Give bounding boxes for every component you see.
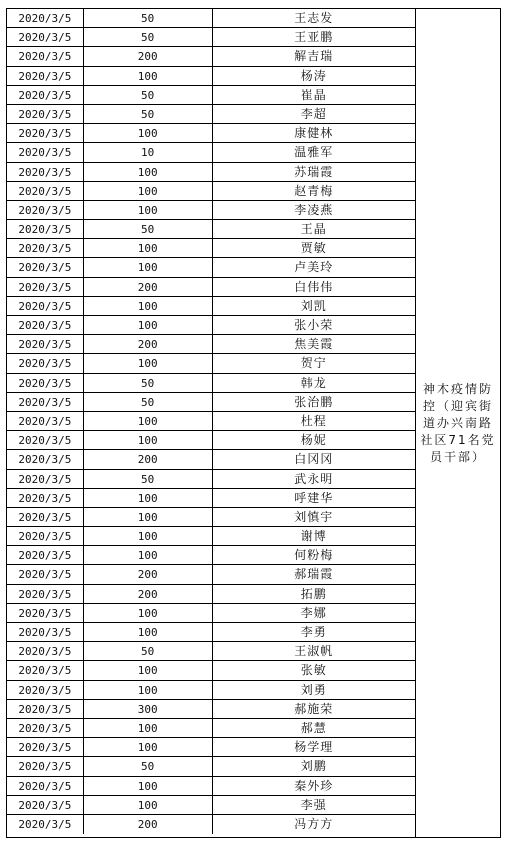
name-cell: 张小荣	[294, 318, 334, 332]
name-cell: 王志发	[294, 11, 334, 25]
name-cell: 赵青梅	[294, 183, 334, 198]
date-cell: 2020/3/5	[7, 220, 84, 238]
name-cell: 秦外珍	[294, 778, 334, 793]
merged-note-cell	[415, 9, 500, 837]
date-cell: 2020/3/5	[7, 182, 84, 200]
name-cell: 韩龙	[300, 375, 327, 390]
name-cell: 杜程	[300, 413, 327, 428]
table-row	[7, 220, 415, 239]
name-cell: 杨妮	[300, 433, 327, 448]
amount-cell: 200	[84, 815, 213, 834]
table-row	[7, 354, 415, 373]
date-cell: 2020/3/5	[7, 527, 84, 545]
date-cell: 2020/3/5	[7, 489, 84, 507]
name-cell: 郝施荣	[294, 701, 334, 716]
table-row	[7, 47, 415, 66]
amount-cell: 50	[84, 470, 213, 488]
table-row	[7, 335, 415, 354]
date-cell: 2020/3/5	[7, 565, 84, 583]
amount-cell: 100	[84, 67, 213, 85]
amount-cell: 100	[84, 661, 213, 679]
name-cell: 刘鹏	[300, 759, 327, 774]
amount-cell: 50	[84, 757, 213, 775]
table-row	[7, 67, 415, 86]
date-cell: 2020/3/5	[7, 354, 84, 372]
name-cell: 刘慎宇	[294, 509, 334, 524]
merged-note-text: 神木疫情防控（迎宾街道办兴南路社区71名党员干部）	[420, 381, 496, 464]
name-cell: 张敏	[300, 663, 327, 678]
table-row	[7, 412, 415, 431]
date-cell: 2020/3/5	[7, 777, 84, 795]
table-row	[7, 796, 415, 815]
date-cell: 2020/3/5	[7, 604, 84, 622]
amount-cell: 100	[84, 239, 213, 257]
table-rows	[7, 9, 415, 834]
date-cell: 2020/3/5	[7, 450, 84, 468]
name-cell: 贾敏	[300, 241, 327, 256]
name-cell: 冯方方	[294, 816, 334, 831]
name-cell: 焦美霞	[294, 337, 334, 352]
name-cell: 杨涛	[300, 68, 327, 83]
date-cell: 2020/3/5	[7, 796, 84, 814]
name-cell: 李凌燕	[294, 202, 334, 217]
name-cell: 贺宁	[300, 356, 327, 371]
amount-cell: 100	[84, 297, 213, 315]
amount-cell: 100	[84, 738, 213, 756]
date-cell: 2020/3/5	[7, 278, 84, 296]
table-row	[7, 661, 415, 680]
table-row	[7, 316, 415, 335]
amount-cell: 200	[84, 47, 213, 65]
date-cell: 2020/3/5	[7, 642, 84, 660]
name-cell: 拓鹏	[300, 586, 327, 601]
table-row	[7, 393, 415, 412]
amount-cell: 100	[84, 508, 213, 526]
table-row	[7, 278, 415, 297]
amount-cell: 50	[84, 9, 213, 27]
amount-cell: 50	[84, 374, 213, 392]
table-row	[7, 9, 415, 28]
date-cell: 2020/3/5	[7, 143, 84, 161]
name-cell: 康健林	[294, 126, 334, 141]
table-row	[7, 105, 415, 124]
table-row	[7, 623, 415, 642]
date-cell: 2020/3/5	[7, 201, 84, 219]
name-cell: 郝慧	[300, 720, 327, 735]
name-cell: 卢美玲	[294, 260, 334, 275]
table-row	[7, 28, 415, 47]
table-row	[7, 700, 415, 719]
table-row	[7, 431, 415, 450]
name-cell: 张治鹏	[294, 394, 334, 409]
amount-cell: 100	[84, 796, 213, 814]
table-row	[7, 143, 415, 162]
date-cell: 2020/3/5	[7, 681, 84, 699]
date-cell: 2020/3/5	[7, 239, 84, 257]
date-cell: 2020/3/5	[7, 47, 84, 65]
amount-cell: 50	[84, 86, 213, 104]
date-cell: 2020/3/5	[7, 738, 84, 756]
name-cell: 武永明	[294, 471, 334, 486]
name-cell: 王亚鹏	[294, 30, 334, 45]
amount-cell: 200	[84, 335, 213, 353]
amount-cell: 10	[84, 143, 213, 161]
amount-cell: 100	[84, 316, 213, 334]
donation-table	[6, 8, 501, 838]
amount-cell: 100	[84, 777, 213, 795]
amount-cell: 100	[84, 258, 213, 276]
amount-cell: 100	[84, 124, 213, 142]
table-row	[7, 719, 415, 738]
table-row	[7, 124, 415, 143]
table-row	[7, 201, 415, 220]
amount-cell: 50	[84, 393, 213, 411]
table-row	[7, 757, 415, 776]
name-cell: 王晶	[300, 222, 327, 237]
amount-cell: 200	[84, 585, 213, 603]
amount-cell: 100	[84, 412, 213, 430]
name-cell: 李超	[300, 106, 327, 121]
amount-cell: 100	[84, 489, 213, 507]
date-cell: 2020/3/5	[7, 28, 84, 46]
name-cell: 呼建华	[294, 490, 334, 505]
name-cell: 李强	[300, 797, 327, 812]
table-row	[7, 258, 415, 277]
amount-cell: 50	[84, 642, 213, 660]
date-cell: 2020/3/5	[7, 719, 84, 737]
name-cell: 杨学理	[294, 740, 334, 755]
table-row	[7, 585, 415, 604]
name-cell: 温雅军	[294, 145, 334, 160]
amount-cell: 100	[84, 354, 213, 372]
amount-cell: 50	[84, 220, 213, 238]
table-row	[7, 815, 415, 834]
name-cell: 刘勇	[300, 682, 327, 697]
date-cell: 2020/3/5	[7, 86, 84, 104]
date-cell: 2020/3/5	[7, 412, 84, 430]
name-cell: 白伟伟	[294, 279, 334, 294]
amount-cell: 200	[84, 565, 213, 583]
amount-cell: 50	[84, 28, 213, 46]
table-row	[7, 508, 415, 527]
date-cell: 2020/3/5	[7, 374, 84, 392]
name-cell: 李娜	[300, 605, 327, 620]
name-cell: 白冈冈	[294, 452, 334, 467]
name-cell: 解吉瑞	[294, 49, 334, 64]
name-cell: 崔晶	[300, 87, 327, 102]
date-cell: 2020/3/5	[7, 124, 84, 142]
amount-cell: 100	[84, 182, 213, 200]
amount-cell: 100	[84, 546, 213, 564]
table-row	[7, 450, 415, 469]
table-row	[7, 681, 415, 700]
date-cell: 2020/3/5	[7, 661, 84, 679]
name-cell: 郝瑞霞	[294, 567, 334, 582]
name-cell: 刘凯	[300, 298, 327, 313]
date-cell: 2020/3/5	[7, 431, 84, 449]
name-cell: 何粉梅	[294, 548, 334, 563]
date-cell: 2020/3/5	[7, 393, 84, 411]
date-cell: 2020/3/5	[7, 546, 84, 564]
table-row	[7, 642, 415, 661]
amount-cell: 200	[84, 450, 213, 468]
amount-cell: 100	[84, 163, 213, 181]
amount-cell: 300	[84, 700, 213, 718]
date-cell: 2020/3/5	[7, 585, 84, 603]
name-cell: 王淑帆	[294, 644, 334, 659]
table-row	[7, 738, 415, 757]
table-row	[7, 604, 415, 623]
table-row	[7, 182, 415, 201]
date-cell: 2020/3/5	[7, 163, 84, 181]
date-cell: 2020/3/5	[7, 757, 84, 775]
table-row	[7, 374, 415, 393]
name-cell: 谢博	[300, 529, 327, 544]
amount-cell: 100	[84, 431, 213, 449]
name-cell: 李勇	[300, 625, 327, 639]
date-cell: 2020/3/5	[7, 9, 84, 27]
table-row	[7, 527, 415, 546]
date-cell: 2020/3/5	[7, 470, 84, 488]
amount-cell: 100	[84, 201, 213, 219]
date-cell: 2020/3/5	[7, 623, 84, 641]
table-row	[7, 239, 415, 258]
amount-cell: 100	[84, 719, 213, 737]
date-cell: 2020/3/5	[7, 508, 84, 526]
table-row	[7, 297, 415, 316]
amount-cell: 100	[84, 527, 213, 545]
table-row	[7, 163, 415, 182]
amount-cell: 200	[84, 278, 213, 296]
table-row	[7, 565, 415, 584]
date-cell: 2020/3/5	[7, 316, 84, 334]
table-row	[7, 777, 415, 796]
table-row	[7, 489, 415, 508]
table-row	[7, 470, 415, 489]
date-cell: 2020/3/5	[7, 335, 84, 353]
date-cell: 2020/3/5	[7, 700, 84, 718]
date-cell: 2020/3/5	[7, 105, 84, 123]
amount-cell: 100	[84, 604, 213, 622]
table-row	[7, 546, 415, 565]
table-row	[7, 86, 415, 105]
date-cell: 2020/3/5	[7, 297, 84, 315]
date-cell: 2020/3/5	[7, 67, 84, 85]
amount-cell: 50	[84, 105, 213, 123]
amount-cell: 100	[84, 623, 213, 641]
amount-cell: 100	[84, 681, 213, 699]
date-cell: 2020/3/5	[7, 815, 84, 834]
name-cell: 苏瑞霞	[294, 164, 334, 179]
date-cell: 2020/3/5	[7, 258, 84, 276]
